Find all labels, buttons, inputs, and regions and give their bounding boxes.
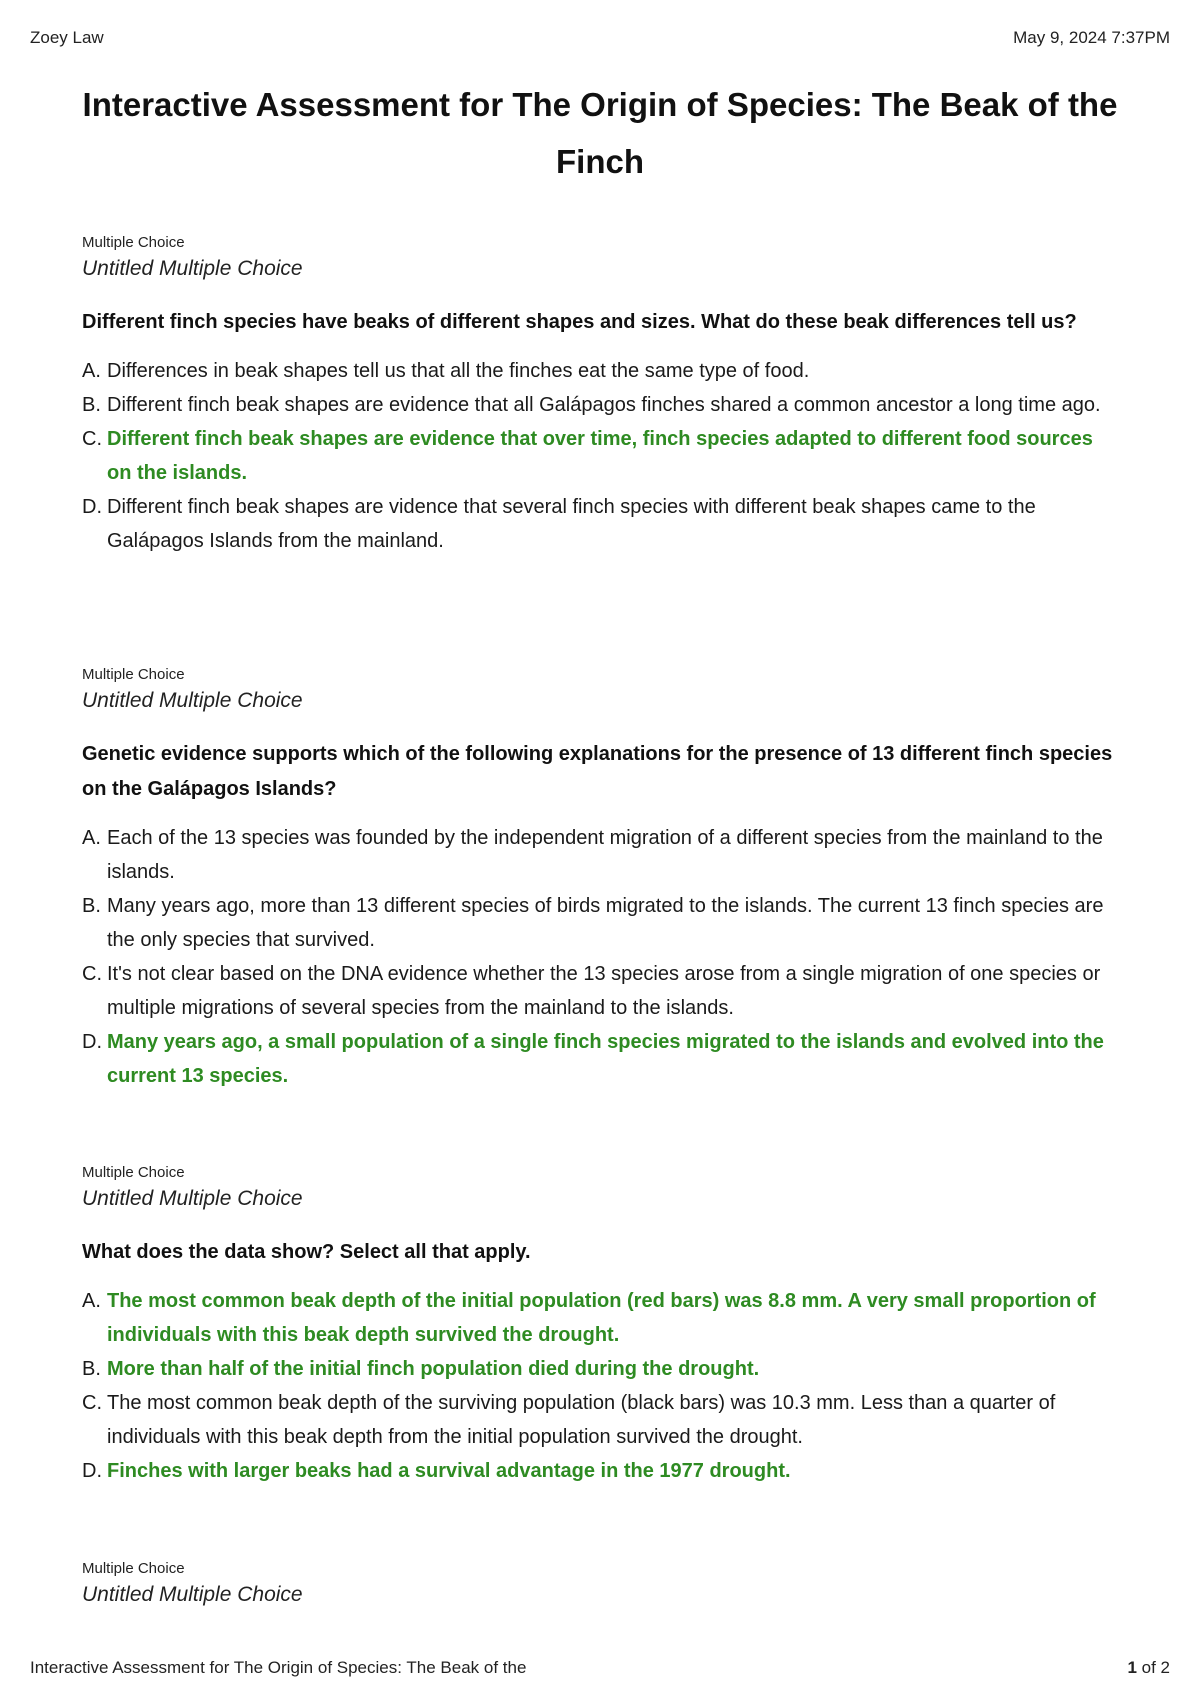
choice-b[interactable] [82,388,1120,422]
choice-text: Different finch beak shapes are vidence that several finch species with different beak shapes came to the Galápagos Islands from the mainland. [107,496,1036,552]
choice-c-correct[interactable] [82,422,1120,490]
question-subtitle: Untitled Multiple Choice [82,1187,303,1210]
question-1 [82,233,1120,558]
question-prompt: Genetic evidence supports which of the following explanations for the presence of 13 different finch species on the Galápagos Islands? [82,743,1113,800]
choice-letter: C. [82,428,102,450]
question-2 [82,665,1120,1093]
page-title: Interactive Assessment for The Origin of Species: The Beak of the Finch [82,86,1118,180]
choice-a[interactable] [82,821,1120,889]
choice-letter: A. [82,827,101,849]
page-separator: of [1136,1658,1161,1677]
choice-text: Many years ago, more than 13 different species of birds migrated to the islands. The current 13 finch species are the only species that survived. [107,895,1104,951]
choice-list [82,354,1120,558]
page-total: 2 [1160,1658,1170,1677]
choice-letter: D. [82,1031,102,1053]
choice-a[interactable] [82,354,1120,388]
choice-text: Finches with larger beaks had a survival advantage in the 1977 drought. [107,1460,791,1482]
choice-letter: A. [82,360,101,382]
choice-letter: C. [82,1392,102,1414]
choice-text: Different finch beak shapes are evidence that all Galápagos finches shared a common ancestor a long time ago. [107,394,1101,416]
choice-c[interactable] [82,957,1120,1025]
choice-b[interactable] [82,889,1120,957]
choice-text: Many years ago, a small population of a single finch species migrated to the islands and evolved into the current 13 species. [107,1031,1104,1087]
choice-text: Each of the 13 species was founded by the independent migration of a different species from the mainland to the islands. [107,827,1103,883]
choice-d[interactable] [82,490,1120,558]
choice-d-correct[interactable] [82,1454,1120,1488]
choice-text: Different finch beak shapes are evidence that over time, finch species adapted to different food sources on the islands. [107,428,1093,484]
choice-b-correct[interactable] [82,1352,1120,1386]
print-timestamp: May 9, 2024 7:37PM [1013,28,1170,47]
footer-doc-title: Interactive Assessment for The Origin of Species: The Beak of the [30,1658,527,1677]
question-type: Multiple Choice [82,234,185,251]
choice-letter: B. [82,1358,101,1380]
choice-text: The most common beak depth of the initial population (red bars) was 8.8 mm. A very small proportion of individuals with this beak depth survived the drought. [107,1290,1096,1346]
choice-text: It's not clear based on the DNA evidence whether the 13 species arose from a single migration of one species or multiple migrations of several species from the mainland to the islands. [107,963,1101,1019]
question-3 [82,1163,1120,1488]
choice-letter: A. [82,1290,101,1312]
choice-c[interactable] [82,1386,1120,1454]
page-header [30,28,1170,48]
choice-list [82,821,1120,1093]
page-footer [30,1658,1170,1678]
choice-letter: D. [82,1460,102,1482]
choice-a-correct[interactable] [82,1284,1120,1352]
question-subtitle: Untitled Multiple Choice [82,257,303,280]
question-type: Multiple Choice [82,666,185,683]
choice-letter: B. [82,394,101,416]
question-4 [82,1559,1120,1609]
choice-text: More than half of the initial finch population died during the drought. [107,1358,760,1380]
choice-letter: D. [82,496,102,518]
choice-letter: B. [82,895,101,917]
choice-d-correct[interactable] [82,1025,1120,1093]
page-number [1127,1658,1170,1678]
choice-text: Differences in beak shapes tell us that all the finches eat the same type of food. [107,360,810,382]
page-current: 1 [1127,1658,1137,1677]
choice-list [82,1284,1120,1488]
question-subtitle: Untitled Multiple Choice [82,689,303,712]
author-name: Zoey Law [30,28,104,47]
question-prompt: What does the data show? Select all that apply. [82,1241,531,1263]
question-prompt: Different finch species have beaks of different shapes and sizes. What do these beak differences tell us? [82,311,1077,333]
choice-letter: C. [82,963,102,985]
choice-text: The most common beak depth of the surviving population (black bars) was 10.3 mm. Less than a quarter of individuals with this beak depth from the initial population survived the drought. [107,1392,1056,1448]
question-type: Multiple Choice [82,1560,185,1577]
question-type: Multiple Choice [82,1164,185,1181]
question-subtitle: Untitled Multiple Choice [82,1583,303,1606]
